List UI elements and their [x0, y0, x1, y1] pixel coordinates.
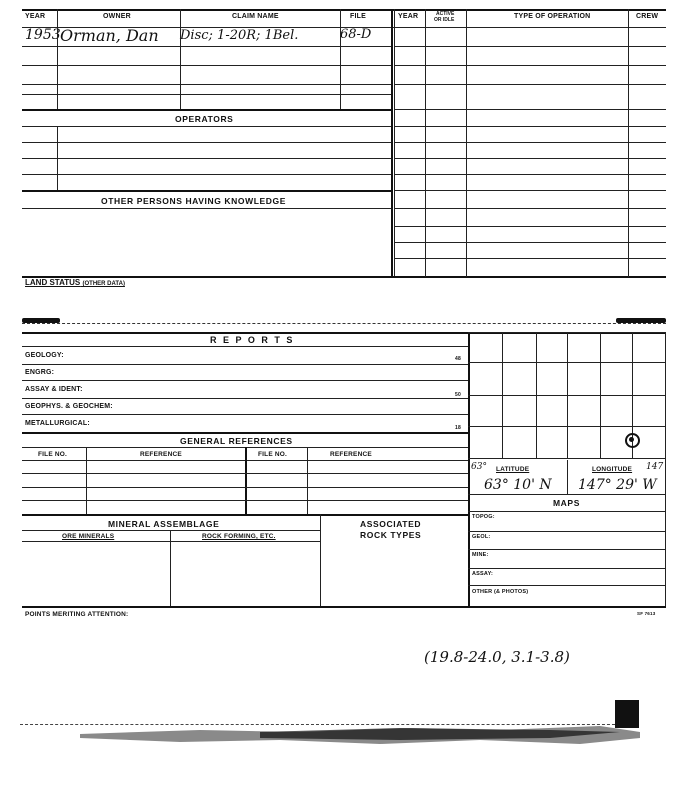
longitude-value: 147° 29' W	[578, 477, 657, 493]
op-row-line	[394, 190, 666, 191]
header-crew: CREW	[636, 13, 659, 20]
row-line	[22, 190, 391, 192]
op-row-line	[394, 226, 666, 227]
row-line	[22, 94, 391, 95]
row-line	[22, 487, 468, 488]
map-other: OTHER (& PHOTOS)	[472, 589, 529, 595]
points-meriting-attention: POINTS MERITING ATTENTION:	[25, 611, 129, 618]
grid-right-border	[665, 332, 666, 606]
report-metallurgical-num: 18	[455, 425, 461, 431]
op-row-line	[394, 84, 666, 85]
latitude-value: 63° 10' N	[484, 477, 552, 493]
header-or-idle: OR IDLE	[434, 17, 455, 23]
grid-row	[468, 458, 666, 459]
report-geophys: GEOPHYS. & GEOCHEM:	[25, 403, 113, 410]
header-owner: OWNER	[103, 13, 131, 20]
row-line	[22, 346, 468, 347]
row-line	[22, 174, 391, 175]
row-line	[22, 109, 391, 111]
header-claim-name: CLAIM NAME	[232, 13, 279, 20]
scan-smudge	[80, 722, 640, 748]
coords-note: (19.8-24.0, 3.1-3.8)	[424, 648, 570, 666]
row-line	[22, 541, 320, 542]
row-line	[22, 158, 391, 159]
latitude-label: LATITUDE	[496, 466, 530, 473]
ref-column-line	[307, 447, 308, 514]
op-row-line	[394, 65, 666, 66]
row-line	[22, 500, 468, 501]
row-line	[22, 380, 468, 381]
long-prefix: 147	[646, 462, 664, 472]
section-mineral-assemblage: MINERAL ASSEMBLAGE	[108, 519, 220, 529]
report-geology: GEOLOGY:	[25, 352, 64, 359]
row-line	[22, 530, 320, 531]
header-type-of-operation: TYPE OF OPERATION	[514, 13, 591, 20]
reports-right-divider	[468, 332, 470, 606]
op-row-line	[394, 242, 666, 243]
map-geol: GEOL:	[472, 534, 491, 540]
grid-circle-dot	[629, 437, 634, 442]
entry-owner: Orman, Dan	[60, 26, 159, 45]
header-year: YEAR	[25, 13, 46, 20]
longitude-label: LONGITUDE	[592, 466, 633, 473]
op-row-line	[394, 46, 666, 47]
entry-file: 68-D	[340, 27, 372, 42]
section-associated: ASSOCIATED	[360, 519, 422, 529]
row-line	[22, 432, 468, 434]
grid-row	[468, 426, 666, 427]
op-row-line	[394, 208, 666, 209]
entry-claim-name: Disc; 1-20R; 1Bel.	[180, 28, 299, 43]
map-assay: ASSAY:	[472, 571, 494, 577]
report-geology-num: 48	[455, 356, 461, 362]
header-year-2: YEAR	[398, 13, 419, 20]
lat-long-divider	[567, 460, 568, 494]
land-status-label: LAND STATUS	[25, 278, 81, 287]
row-line	[468, 568, 666, 569]
header-file: FILE	[350, 13, 366, 20]
op-row-line	[394, 174, 666, 175]
section-other-persons: OTHER PERSONS HAVING KNOWLEDGE	[101, 196, 287, 206]
op-row-line	[394, 258, 666, 259]
entry-year: 1953	[25, 27, 61, 43]
section-reports: R E P O R T S	[210, 335, 295, 345]
op-row-line	[394, 126, 666, 127]
center-divider-inner	[394, 9, 395, 277]
ref-reference-2: REFERENCE	[330, 451, 372, 458]
row-line	[22, 84, 391, 85]
report-metallurgical: METALLURGICAL:	[25, 420, 90, 427]
row-line	[468, 511, 666, 512]
form-bottom-border	[22, 606, 666, 608]
ref-reference-1: REFERENCE	[140, 451, 182, 458]
lat-prefix: 63°	[471, 462, 487, 472]
row-line	[22, 514, 468, 516]
op-row-line	[394, 158, 666, 159]
row-line	[22, 208, 391, 209]
row-line	[22, 414, 468, 415]
map-topog: TOPOG:	[472, 514, 495, 520]
op-row-line	[394, 142, 666, 143]
map-mine: MINE:	[472, 552, 489, 558]
row-line	[22, 65, 391, 66]
mineral-divider	[320, 514, 321, 606]
row-line	[22, 142, 391, 143]
form-number: SF 7613	[637, 611, 656, 616]
ref-file-no-1: FILE NO.	[38, 451, 68, 458]
section-operators: OPERATORS	[175, 114, 234, 124]
section-land-status	[25, 278, 125, 287]
ref-column-line	[245, 447, 247, 514]
op-active-column-line	[466, 9, 467, 277]
top-border	[22, 9, 666, 11]
section-rock-types: ROCK TYPES	[360, 530, 422, 540]
op-year-column-line	[425, 9, 426, 277]
section-maps: MAPS	[553, 498, 580, 508]
mineral-rock-header: ROCK FORMING, ETC.	[202, 533, 276, 540]
row-line	[468, 549, 666, 550]
row-line	[22, 473, 468, 474]
mineral-column-line	[170, 530, 171, 606]
report-assay-num: 50	[455, 392, 461, 398]
row-line	[22, 46, 391, 47]
report-assay: ASSAY & IDENT:	[25, 386, 83, 393]
section-general-references: GENERAL REFERENCES	[180, 436, 293, 446]
header-active: ACTIVE	[436, 11, 455, 17]
ref-column-line	[86, 447, 87, 514]
report-engrg: ENGRG:	[25, 369, 55, 376]
row-line	[22, 398, 468, 399]
center-divider	[391, 9, 393, 277]
land-status-sub: (OTHER DATA)	[82, 281, 125, 287]
row-line	[468, 531, 666, 532]
row-line	[22, 364, 468, 365]
row-line	[468, 585, 666, 586]
scan-block-mark	[615, 700, 639, 728]
grid-row	[468, 362, 666, 363]
maps-top	[468, 494, 666, 495]
grid-row	[468, 395, 666, 396]
mineral-ore-header: ORE MINERALS	[62, 533, 115, 540]
dashed-divider	[22, 323, 666, 324]
ref-file-no-2: FILE NO.	[258, 451, 288, 458]
row-line	[22, 126, 391, 127]
op-crew-column-line	[628, 9, 629, 277]
op-row-line	[394, 109, 666, 110]
